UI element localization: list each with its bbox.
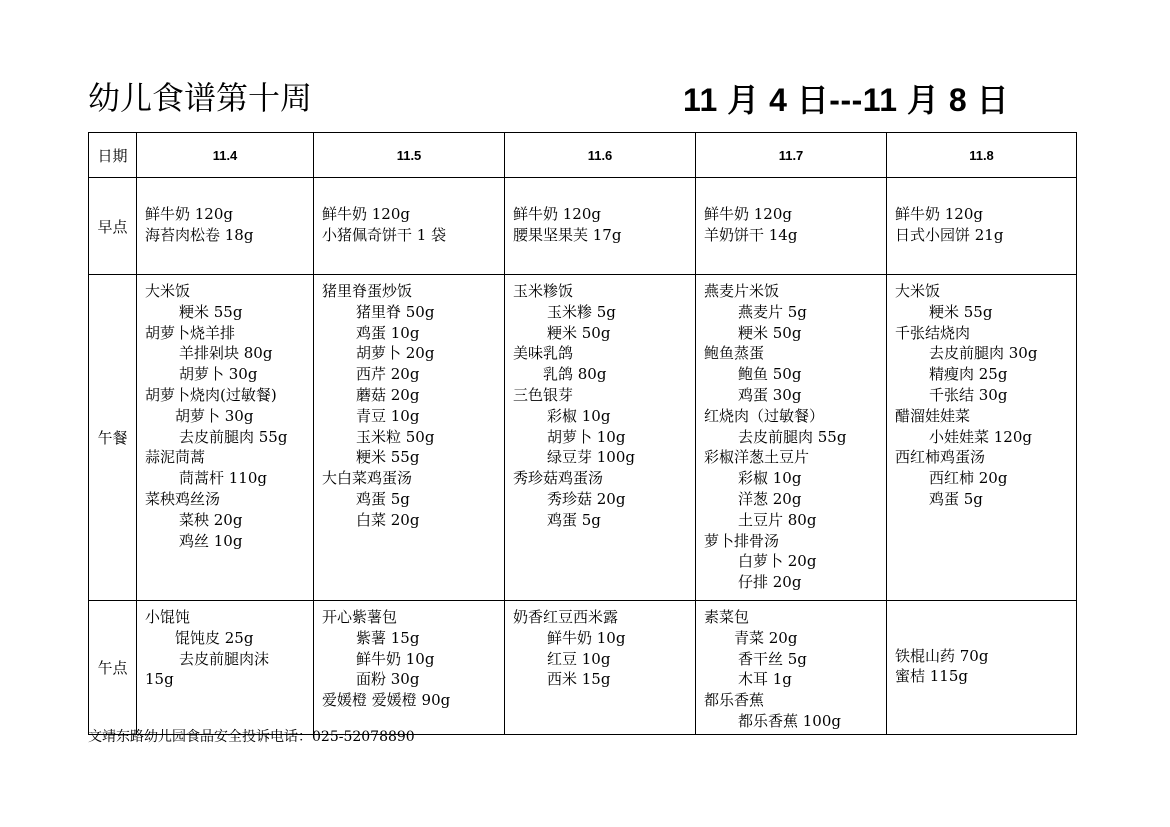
dish-line: 蜜桔 115g xyxy=(895,667,969,686)
dish-line: 千张结烧肉 xyxy=(895,323,971,342)
ingredient-line: 胡萝卜 10g xyxy=(547,427,626,446)
dish-line: 萝卜排骨汤 xyxy=(704,531,780,550)
ingredient-line: 粳米 50g xyxy=(547,323,611,342)
dish-line: 小馄饨 xyxy=(145,608,191,626)
ingredient-line: 仔排 20g xyxy=(738,573,802,592)
ingredient-line: 粳米 50g xyxy=(738,323,802,342)
row-label: 早点 xyxy=(89,178,137,275)
menu-cell xyxy=(137,275,314,601)
dish-line: 鲜牛奶 120g xyxy=(704,205,793,224)
menu-cell xyxy=(696,178,887,275)
ingredient-line: 土豆片 80g xyxy=(738,510,817,529)
menu-cell xyxy=(314,178,505,275)
dish-line: 15g xyxy=(145,670,174,689)
dish-line: 西红柿鸡蛋汤 xyxy=(895,448,986,467)
dish-line: 鲜牛奶 120g xyxy=(895,205,984,224)
menu-cell xyxy=(696,601,887,735)
menu-cell xyxy=(314,275,505,601)
ingredient-line: 玉米糁 5g xyxy=(547,302,616,321)
date-header: 11.5 xyxy=(314,133,505,178)
ingredient-line: 都乐香蕉 100g xyxy=(738,711,842,730)
ingredient-line: 去皮前腿肉 30g xyxy=(929,344,1038,363)
dish-line: 大白菜鸡蛋汤 xyxy=(322,469,413,488)
menu-cell xyxy=(505,601,696,735)
dish-line: 海苔肉松卷 18g xyxy=(145,226,254,244)
dish-line: 秀珍菇鸡蛋汤 xyxy=(513,469,604,488)
ingredient-line: 羊排剁块 80g xyxy=(179,344,273,363)
menu-cell xyxy=(505,275,696,601)
ingredient-line: 鲍鱼 50g xyxy=(738,365,802,384)
ingredient-line: 粳米 55g xyxy=(929,302,993,321)
ingredient-line: 千张结 30g xyxy=(929,385,1008,404)
dish-line: 鲍鱼蒸蛋 xyxy=(704,344,765,363)
date-header: 11.6 xyxy=(505,133,696,178)
dish-line: 猪里脊蛋炒饭 xyxy=(322,282,413,300)
lunch-row xyxy=(89,275,1077,601)
ingredient-line: 小娃娃菜 120g xyxy=(929,427,1033,446)
ingredient-line: 秀珍菇 20g xyxy=(547,489,626,508)
ingredient-line: 鸡丝 10g xyxy=(179,531,243,550)
ingredient-line: 西米 15g xyxy=(547,670,611,689)
date-header-label: 日期 xyxy=(89,133,137,178)
menu-cell xyxy=(137,178,314,275)
menu-cell xyxy=(696,275,887,601)
dish-line: 素菜包 xyxy=(704,608,750,626)
menu-cell xyxy=(505,178,696,275)
ingredient-line: 鲜牛奶 10g xyxy=(547,628,626,647)
dish-line: 胡萝卜烧羊排 xyxy=(145,323,236,342)
ingredient-line: 鸡蛋 5g xyxy=(356,489,410,508)
dish-line: 鲜牛奶 120g xyxy=(513,205,602,224)
dish-line: 都乐香蕉 xyxy=(704,691,765,710)
ingredient-line: 西红柿 20g xyxy=(929,469,1008,488)
dish-line: 小猪佩奇饼干 1 袋 xyxy=(322,226,447,244)
dish-line: 大米饭 xyxy=(145,282,191,300)
date-header: 11.4 xyxy=(137,133,314,178)
ingredient-line: 面粉 30g xyxy=(356,670,420,689)
dish-line: 燕麦片米饭 xyxy=(704,282,780,300)
ingredient-line: 粳米 55g xyxy=(179,302,243,321)
menu-cell xyxy=(137,601,314,735)
ingredient-line: 蘑菇 20g xyxy=(356,385,420,404)
dish-line: 红烧肉（过敏餐） xyxy=(704,406,825,425)
menu-table xyxy=(88,132,1077,735)
page-title: 幼儿食谱第十周 xyxy=(88,79,313,117)
ingredient-line: 彩椒 10g xyxy=(547,406,611,425)
dish-line: 开心紫薯包 xyxy=(322,608,398,626)
ingredient-line: 胡萝卜 30g xyxy=(179,365,258,384)
dish-line: 彩椒洋葱土豆片 xyxy=(704,448,810,467)
dish-line: 爱媛橙 爱媛橙 90g xyxy=(322,691,451,710)
ingredient-line: 白菜 20g xyxy=(356,510,420,529)
dish-line: 鲜牛奶 120g xyxy=(145,205,234,224)
ingredient-line: 红豆 10g xyxy=(547,649,611,668)
dish-line: 腰果坚果芙 17g xyxy=(513,226,622,244)
complaint-hotline: 文靖东路幼儿园食品安全投诉电话：025-52078890 xyxy=(88,729,415,745)
dish-line: 鲜牛奶 120g xyxy=(322,205,411,224)
date-header: 11.7 xyxy=(696,133,887,178)
dish-line: 羊奶饼干 14g xyxy=(704,226,798,244)
ingredient-line: 西芹 20g xyxy=(356,365,420,384)
ingredient-line: 胡萝卜 30g xyxy=(175,406,254,425)
dish-line: 大米饭 xyxy=(895,282,941,300)
dish-line: 美味乳鸽 xyxy=(513,344,574,363)
dish-line: 蒜泥茼蒿 xyxy=(145,448,206,467)
ingredient-line: 紫薯 15g xyxy=(356,628,420,647)
menu-cell xyxy=(887,275,1077,601)
ingredient-line: 木耳 1g xyxy=(738,670,792,689)
row-label: 午餐 xyxy=(89,275,137,601)
ingredient-line: 菜秧 20g xyxy=(179,510,243,529)
ingredient-line: 茼蒿杆 110g xyxy=(179,469,268,488)
dish-line: 玉米糁饭 xyxy=(513,282,574,300)
dish-line: 铁棍山药 70g xyxy=(895,646,989,665)
ingredient-line: 青豆 10g xyxy=(356,406,420,425)
ingredient-line: 玉米粒 50g xyxy=(356,427,435,446)
ingredient-line: 绿豆芽 100g xyxy=(547,448,636,467)
ingredient-line: 粳米 55g xyxy=(356,448,420,467)
ingredient-line: 猪里脊 50g xyxy=(356,302,435,321)
dish-line: 醋溜娃娃菜 xyxy=(895,406,971,425)
ingredient-line: 鲜牛奶 10g xyxy=(356,649,435,668)
dish-line: 三色银芽 xyxy=(513,385,574,404)
ingredient-line: 精瘦肉 25g xyxy=(929,365,1008,384)
ingredient-line: 青菜 20g xyxy=(734,628,798,647)
menu-cell xyxy=(887,178,1077,275)
ingredient-line: 去皮前腿肉沫 xyxy=(179,649,270,668)
ingredient-line: 鸡蛋 5g xyxy=(929,489,983,508)
breakfast-snack-row xyxy=(89,178,1077,275)
dish-line: 奶香红豆西米露 xyxy=(513,608,619,626)
ingredient-line: 胡萝卜 20g xyxy=(356,344,435,363)
ingredient-line: 馄饨皮 25g xyxy=(175,628,254,647)
dish-line: 菜秧鸡丝汤 xyxy=(145,489,221,508)
date-range: 11 月 4 日---11 月 8 日 xyxy=(683,82,1010,118)
ingredient-line: 白萝卜 20g xyxy=(738,552,817,571)
menu-cell xyxy=(887,601,1077,735)
ingredient-line: 鸡蛋 30g xyxy=(738,385,802,404)
ingredient-line: 鸡蛋 10g xyxy=(356,323,420,342)
ingredient-line: 去皮前腿肉 55g xyxy=(179,427,288,446)
afternoon-snack-row xyxy=(89,601,1077,735)
date-header: 11.8 xyxy=(887,133,1077,178)
ingredient-line: 鸡蛋 5g xyxy=(547,510,601,529)
ingredient-line: 去皮前腿肉 55g xyxy=(738,427,847,446)
ingredient-line: 彩椒 10g xyxy=(738,469,802,488)
ingredient-line: 燕麦片 5g xyxy=(738,302,807,321)
ingredient-line: 乳鸽 80g xyxy=(543,365,607,384)
header-row xyxy=(89,133,1077,178)
menu-cell xyxy=(314,601,505,735)
dish-line: 胡萝卜烧肉(过敏餐) xyxy=(145,385,277,404)
row-label: 午点 xyxy=(89,601,137,735)
ingredient-line: 香干丝 5g xyxy=(738,649,807,668)
ingredient-line: 洋葱 20g xyxy=(738,489,802,508)
dish-line: 日式小园饼 21g xyxy=(895,226,1004,244)
